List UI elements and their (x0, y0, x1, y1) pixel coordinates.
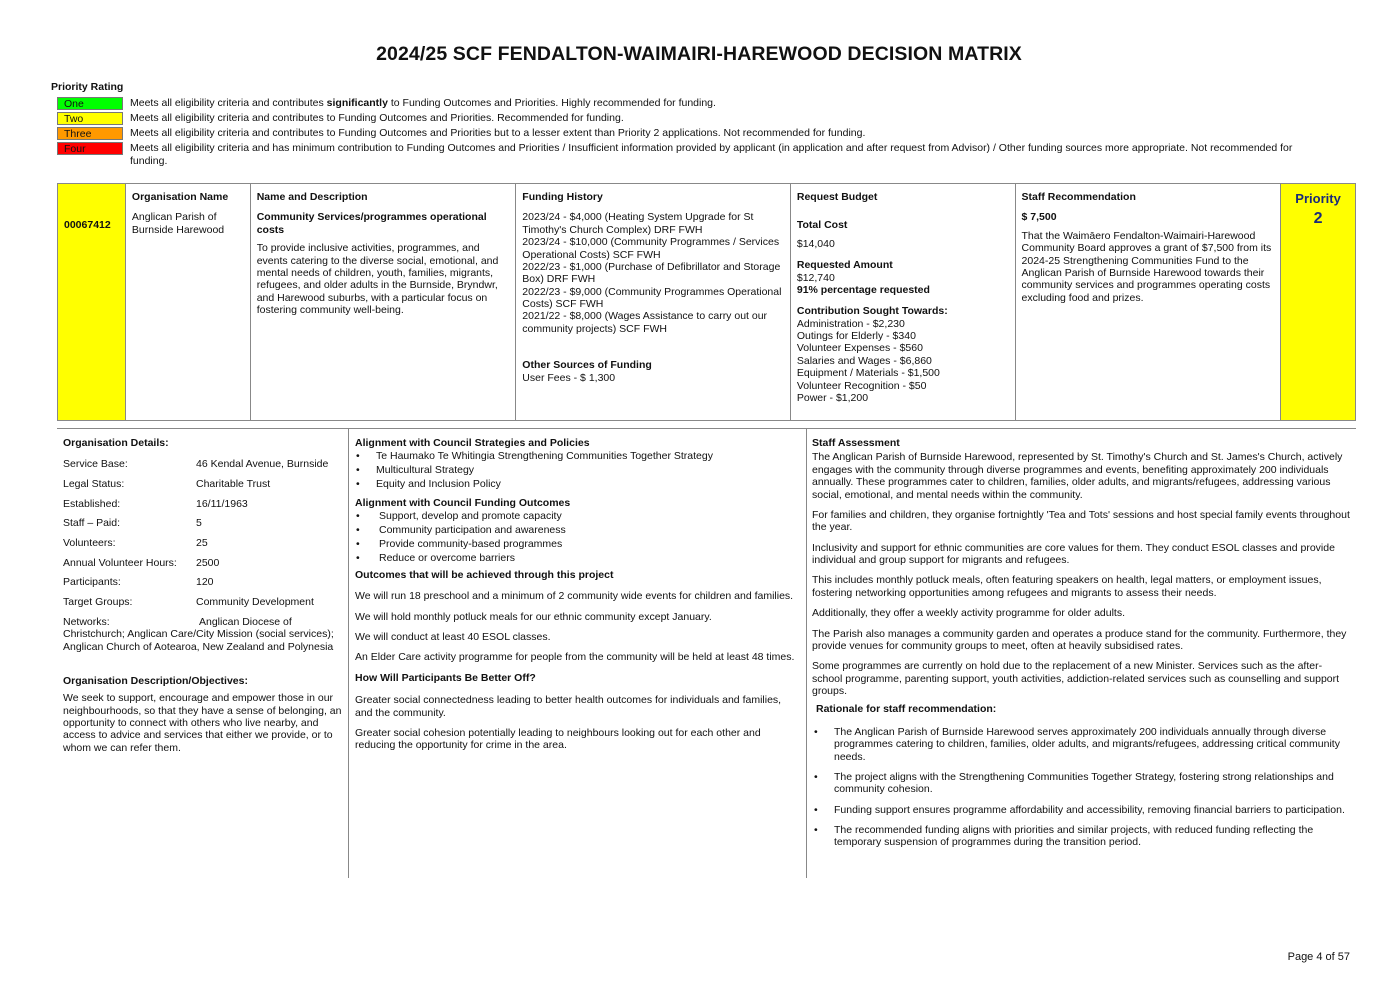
requested-amount-value: $12,740 (796, 271, 835, 284)
detail-label: Volunteers: (63, 537, 116, 550)
detail-row (63, 537, 343, 549)
detail-row (63, 576, 343, 588)
contribution-item: Salaries and Wages - $6,860 (796, 354, 932, 367)
priority-row-three (57, 127, 1317, 140)
detail-value: 25 (196, 537, 208, 550)
total-cost-value: $14,040 (796, 237, 835, 250)
assessment-paragraph: For families and children, they organise fortnightly 'Tea and Tots' sessions and host special family events throughout the year. (812, 508, 1350, 534)
detail-label: Established: (63, 497, 121, 510)
page-number: Page 4 of 57 (1287, 951, 1350, 963)
staff-assessment-heading: Staff Assessment (812, 437, 900, 449)
priority-desc-text: to Funding Outcomes and Priorities. Highly recommended for funding. (387, 97, 716, 109)
assessment-paragraph: Some programmes are currently on hold due to the replacement of a new Minister. Services such as the after-school programme, parenting support, youth activities, addiction-related services such as counselling and support groups. (812, 660, 1340, 697)
contribution-item: Equipment / Materials - $1,500 (796, 367, 940, 380)
priority-desc-one (123, 97, 716, 110)
funding-outcome-item: • Provide community-based programmes (355, 538, 801, 550)
funding-history-cell (515, 184, 790, 420)
assessment-paragraph: Additionally, they offer a weekly activity programme for older adults. (812, 607, 1126, 620)
priority-row-one (57, 97, 1317, 110)
funding-history-item: 2022/23 - $1,000 (Purchase of Defibrillator and Storage Box) DRF FWH (522, 260, 781, 286)
contribution-item: Volunteer Expenses - $560 (796, 342, 923, 355)
detail-label: Service Base: (63, 458, 128, 471)
priority-swatch-four: Four (57, 142, 123, 155)
better-off-heading: How Will Participants Be Better Off? (355, 671, 536, 684)
funding-history-item: 2023/24 - $10,000 (Community Programmes / Services Operational Costs) SCF FWH (522, 236, 780, 261)
rationale-item: • The recommended funding aligns with priorities and similar projects, with reduced funding reflecting the temporary suspension of programmes during the transition period. (812, 824, 1352, 849)
detail-row (63, 478, 343, 490)
detail-value: Charitable Trust (196, 478, 271, 491)
priority-desc-text: Meets all eligibility criteria and contributes (130, 97, 327, 109)
detail-value: 120 (196, 576, 214, 589)
contribution-label: Contribution Sought Towards: (796, 305, 948, 318)
organisation-details-heading: Organisation Details: (63, 437, 169, 449)
detail-row (63, 596, 343, 608)
detail-value: Community Development (196, 596, 314, 609)
application-id: 00067412 (64, 219, 111, 231)
priority-desc-two: Meets all eligibility criteria and contributes to Funding Outcomes and Priorities. Recommended for funding. (130, 112, 624, 124)
priority-rating-legend (57, 97, 1317, 170)
contribution-item: Volunteer Recognition - $50 (796, 379, 927, 392)
application-id-cell (58, 184, 125, 420)
column-divider (348, 428, 349, 878)
request-budget-header: Request Budget (796, 191, 878, 203)
funding-history-item: 2022/23 - $9,000 (Community Programmes Operational Costs) SCF FWH (522, 285, 782, 310)
staff-recommendation-header: Staff Recommendation (1021, 191, 1136, 203)
detail-label: Legal Status: (63, 478, 125, 491)
alignment-section (355, 437, 801, 758)
funding-history-item: 2021/22 - $8,000 (Wages Assistance to carry out our community projects) SCF FWH (522, 310, 768, 335)
detail-value: 16/11/1963 (196, 497, 248, 510)
requested-percentage: 91% percentage requested (796, 283, 930, 296)
assessment-paragraph: Inclusivity and support for ethnic communities are core values for them. They conduct ESOL classes and provide individual and group support for migrants and refugees. (812, 541, 1335, 566)
assessment-paragraph: The Anglican Parish of Burnside Harewood, represented by St. Timothy's Church and St. James's Church, actively engages with the community through diverse programmes and events, benefiting approximately 200 individuals annually. These programmes cater to children, families, older adults, and migrants/refugees, addressing various social, emotional, and mental needs within the community. (812, 451, 1343, 501)
rationale-item: • Funding support ensures programme affordability and accessibility, removing financial barriers to participation. (812, 804, 1352, 816)
better-off-item: Greater social cohesion potentially leading to neighbours looking out for each other and reducing the opportunity for crime in the area. (355, 726, 761, 752)
strategy-item: • Equity and Inclusion Policy (355, 478, 801, 490)
staff-recommendation-text: That the Waimāero Fendalton-Waimairi-Harewood Community Board approves a grant of $7,500 from its 2024-25 Strengthening Communities Fund to the Anglican Parish of Burnside Harewood towards their community services and programmes operating costs excluding food and prizes. (1021, 229, 1272, 304)
priority-row-four (57, 142, 1317, 168)
achieved-outcome: We will conduct at least 40 ESOL classes. (355, 631, 551, 643)
detail-row (63, 498, 343, 510)
column-divider (806, 428, 807, 878)
organisation-name: Anglican Parish of Burnside Harewood (131, 211, 225, 236)
detail-label: Participants: (63, 576, 121, 589)
detail-value: 46 Kendal Avenue, Burnside (196, 458, 329, 471)
better-off-item: Greater social connectedness leading to better health outcomes for individuals and families, and the community. (355, 694, 782, 719)
requested-amount-label: Requested Amount (796, 259, 893, 272)
priority-cell (1280, 184, 1355, 420)
achieved-outcome: We will run 18 preschool and a minimum of 2 community wide events for children and families. (355, 590, 794, 603)
networks-label: Networks: (63, 615, 110, 628)
funding-outcomes-list (355, 510, 801, 564)
detail-label: Annual Volunteer Hours: (63, 556, 177, 569)
organisation-details-section (63, 437, 343, 754)
organisation-cell (125, 184, 250, 420)
funding-outcomes-heading: Alignment with Council Funding Outcomes (355, 496, 571, 509)
detail-row (63, 557, 343, 569)
priority-desc-emphasis: significantly (326, 97, 388, 109)
staff-recommended-amount: $ 7,500 (1021, 211, 1057, 224)
project-description: To provide inclusive activities, programmes, and events catering to the diverse social, emotional, and mental needs of children, youth, families, migrants, refugees, and older adults in the Burnside, Bryndwr, and Harewood suburbs, with a particular focus on fostering community well-being. (256, 242, 499, 316)
rationale-heading: Rationale for staff recommendation: (816, 703, 997, 716)
strategy-item: • Multicultural Strategy (355, 464, 801, 476)
staff-assessment-section (812, 437, 1352, 857)
organisation-description: We seek to support, encourage and empower those in our neighbourhoods, so that they have a sense of belonging, an opportunity to connect with others who live nearby, and access to advice and services that either we provide, or to whom we can refer them. (63, 692, 342, 754)
project-cell (250, 184, 516, 420)
funding-history-header: Funding History (522, 191, 603, 203)
priority-header: Priority (1295, 191, 1341, 206)
priority-swatch-one: One (57, 97, 123, 110)
request-budget-cell (790, 184, 1015, 420)
project-header: Name and Description (256, 191, 368, 203)
priority-swatch-two: Two (57, 112, 123, 125)
priority-value: 2 (1313, 210, 1323, 228)
networks-value: Anglican Diocese of Christchurch; Anglican Care/City Mission (social services); Anglican Church of Aotearoa, New Zealand and Polynesia (63, 615, 334, 653)
rationale-item: • The Anglican Parish of Burnside Harewood serves approximately 200 individuals annually through diverse programmes catering to children, families, older adults, and migrants/refugees, addressing critical community needs. (812, 726, 1352, 763)
priority-rating-heading: Priority Rating (51, 81, 124, 93)
funding-history-item: 2023/24 - $4,000 (Heating System Upgrade for St Timothy's Church Complex) DRF FWH (522, 211, 754, 236)
networks-row (63, 616, 343, 653)
project-title: Community Services/programmes operational costs (256, 211, 487, 236)
detail-value: 2500 (196, 556, 220, 569)
funding-outcome-item: • Reduce or overcome barriers (355, 552, 801, 564)
contribution-item: Power - $1,200 (796, 391, 869, 404)
priority-desc-four: Meets all eligibility criteria and has minimum contribution to Funding Outcomes and Priorities / Insufficient information provided by applicant (in application and after request from Advisor) / Other funding sources more appropriate. Not recommended for funding. (130, 142, 1293, 167)
assessment-paragraph: This includes monthly potluck meals, often featuring speakers on health, legal matters, or employment issues, fostering networking opportunities among refugees and migrants to assess their needs. (812, 574, 1322, 599)
detail-row (63, 458, 343, 470)
detail-row (63, 517, 343, 529)
page-title: 2024/25 SCF FENDALTON-WAIMAIRI-HAREWOOD DECISION MATRIX (376, 43, 1022, 65)
organisation-description-heading: Organisation Description/Objectives: (63, 674, 248, 687)
priority-swatch-three: Three (57, 127, 123, 140)
funding-outcome-item: • Support, develop and promote capacity (355, 510, 801, 522)
priority-row-two (57, 112, 1317, 125)
funding-outcome-item: • Community participation and awareness (355, 524, 801, 536)
total-cost-label: Total Cost (796, 219, 848, 232)
other-sources-value: User Fees - $ 1,300 (522, 371, 616, 384)
contribution-item: Outings for Elderly - $340 (796, 330, 916, 342)
section-divider (57, 428, 1356, 429)
rationale-item: • The project aligns with the Strengthening Communities Together Strategy, fostering strong relationships and community cohesion. (812, 771, 1352, 796)
decision-matrix-table (57, 183, 1356, 421)
priority-desc-three: Meets all eligibility criteria and contributes to Funding Outcomes and Priorities but to a lesser extent than Priority 2 applications. Not recommended for funding. (130, 127, 866, 139)
strategy-item: • Te Haumako Te Whitingia Strengthening Communities Together Strategy (355, 450, 801, 462)
detail-label: Staff – Paid: (63, 517, 121, 530)
achieved-outcome: An Elder Care activity programme for people from the community will be held at least 48 times. (355, 651, 795, 664)
strategies-heading: Alignment with Council Strategies and Policies (355, 437, 590, 449)
staff-recommendation-cell (1015, 184, 1281, 420)
strategies-list (355, 450, 801, 490)
detail-value: 5 (196, 517, 202, 530)
other-sources-header: Other Sources of Funding (522, 359, 652, 372)
contribution-item: Administration - $2,230 (796, 317, 905, 330)
achieved-outcomes-heading: Outcomes that will be achieved through this project (355, 568, 614, 581)
assessment-paragraph: The Parish also manages a community garden and operates a produce stand for the community. Furthermore, they provide venues for community groups to meet, often at heavily subsidised rates. (812, 627, 1347, 652)
achieved-outcome: We will hold monthly potluck meals for our ethnic community except January. (355, 610, 712, 623)
organisation-header: Organisation Name (131, 191, 229, 203)
detail-label: Target Groups: (63, 596, 133, 609)
rationale-list (812, 726, 1352, 849)
